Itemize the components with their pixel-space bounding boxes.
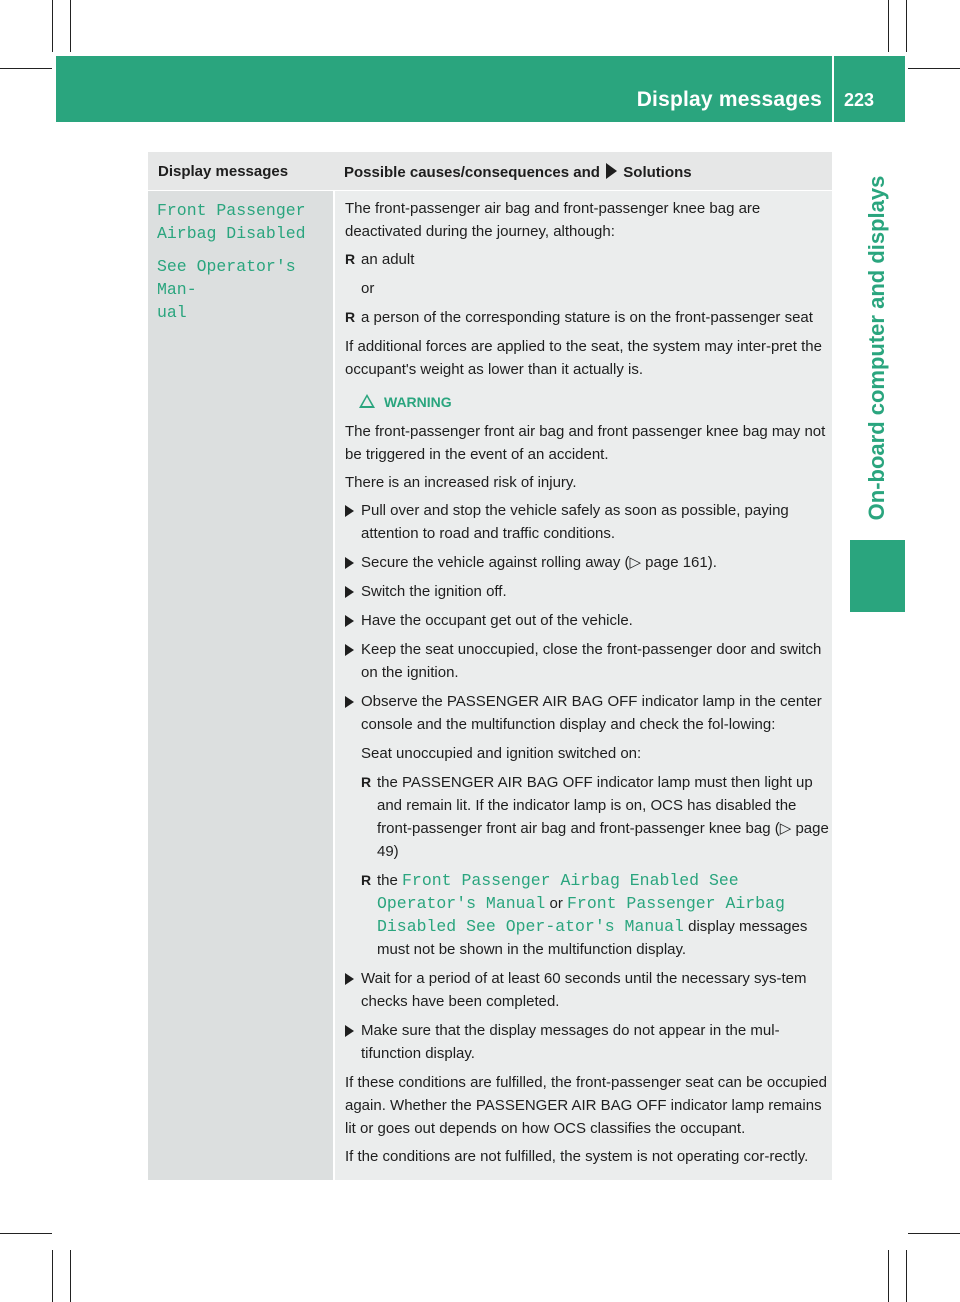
list-item: R a person of the corresponding stature is on the front-passenger seat [345,309,813,326]
crop-mark [52,1250,53,1302]
display-message-cell [148,191,335,1180]
paragraph: If these conditions are fulfilled, the front-passenger seat can be occupied again. Whether the PASSENGER AIR BAG OFF indicator lamp remains lit or goes out depends on how OCS classifies the occupant. [345,1074,827,1137]
step-arrow-icon [345,696,354,708]
table-row [148,191,832,1180]
step-text: Secure the vehicle against rolling away (▷ page 161). [361,554,717,571]
bullet-text: or [549,895,563,912]
list-item: R the Front Passenger Airbag Enabled See Operator's Manual or Front Passenger Airbag Disabled See Oper‐ator's Manual display messages must not be shown in the multifunction display. [361,871,808,958]
instruction-step [345,580,832,603]
instruction-step [345,1019,832,1065]
paragraph: If the conditions are not fulfilled, the system is not operating cor-rectly. [345,1148,809,1165]
instruction-step [345,551,832,574]
crop-mark [906,1250,907,1302]
instruction-step [345,638,832,684]
crop-mark [888,0,889,52]
instruction-step [345,690,832,736]
step-text: Make sure that the display messages do not appear in the mul-tifunction display. [361,1022,780,1062]
crop-mark [70,0,71,52]
col-header-messages: Display messages [158,163,289,180]
bullet-text: display messages must not be shown in the multifunction display. [377,918,808,958]
bullet-text: the [377,872,398,889]
instruction-step [345,967,832,1013]
crop-mark [908,1233,960,1234]
warning-label: WARNING [384,394,452,410]
display-message-line: ual [157,303,187,322]
display-message-line: See Operator's Man‐ [157,257,296,299]
instruction-step [345,609,832,632]
step-text: Observe the PASSENGER AIR BAG OFF indicator lamp in the center console and the multifunction display and check the fol-lowing: [361,693,822,733]
bullet-text: the PASSENGER AIR BAG OFF indicator lamp must then light up and remain lit. If the indicator lamp is on, OCS has disabled the front-passenger front air bag and front-passenger knee bag (▷ page 49) [377,774,829,860]
display-message-inline: Front Passenger Airbag Enabled See Operator's Manual [377,871,739,913]
step-text: Keep the seat unoccupied, close the front-passenger door and switch on the ignition. [361,641,822,681]
step-arrow-icon [345,644,354,656]
step-text: Have the occupant get out of the vehicle. [361,612,633,629]
col-header-causes-text: Possible causes/consequences and [344,164,600,181]
warning-triangle-icon [359,394,375,408]
page-number: 223 [844,90,875,110]
display-message-line: Front Passenger [157,201,306,220]
risk-text: There is an increased risk of injury. [345,474,577,491]
col-header-causes [344,163,692,181]
step-arrow-icon [345,615,354,627]
message-table [148,152,832,1180]
side-tab-label: On-board computer and displays [864,175,889,521]
list-item: R the PASSENGER AIR BAG OFF indicator lamp must then light up and remain lit. If the indicator lamp is on, OCS has disabled the front-passenger front air bag and front-passenger knee bag (▷ page 49) [361,774,829,860]
page-title: Display messages [636,88,822,111]
table-header [148,152,832,191]
display-message-line: Airbag Disabled [157,224,306,243]
crop-mark [52,0,53,52]
bullet-text: an adult [361,251,415,268]
crop-mark [888,1250,889,1302]
crop-mark [0,1233,52,1234]
warning-text: The front-passenger front air bag and front passenger knee bag may not be triggered in the event of an accident. [345,423,826,463]
display-message-inline: Front Passenger Airbag Disabled See Oper‐ator's Manual [377,894,785,936]
header-divider [832,56,834,122]
step-arrow-icon [345,505,354,517]
step-text: Wait for a period of at least 60 seconds until the necessary sys-tem checks have been completed. [361,970,807,1010]
solutions-cell [335,191,832,1180]
instruction-step [345,499,832,545]
list-item: R an adult [345,251,415,268]
warning-heading [359,391,832,414]
arrow-right-icon [606,163,617,179]
step-arrow-icon [345,1025,354,1037]
side-tab-block [850,540,905,612]
col-header-solutions-text: Solutions [623,164,692,181]
step-arrow-icon [345,557,354,569]
step-sub-text: Seat unoccupied and ignition switched on: [361,745,642,762]
intro-text: The front-passenger air bag and front-passenger knee bag are deactivated during the journey, although: [345,200,761,240]
paragraph: If additional forces are applied to the seat, the system may inter-pret the occupant's weight as lower than it actually is. [345,338,822,378]
step-arrow-icon [345,586,354,598]
step-text: Switch the ignition off. [361,583,507,600]
crop-mark [906,0,907,52]
crop-mark [0,68,52,69]
crop-mark [70,1250,71,1302]
bullet-text: a person of the corresponding stature is on the front-passenger seat [361,309,813,326]
step-text: Pull over and stop the vehicle safely as soon as possible, paying attention to road and traffic conditions. [361,502,789,542]
or-text: or [361,280,375,297]
crop-mark [908,68,960,69]
step-arrow-icon [345,973,354,985]
